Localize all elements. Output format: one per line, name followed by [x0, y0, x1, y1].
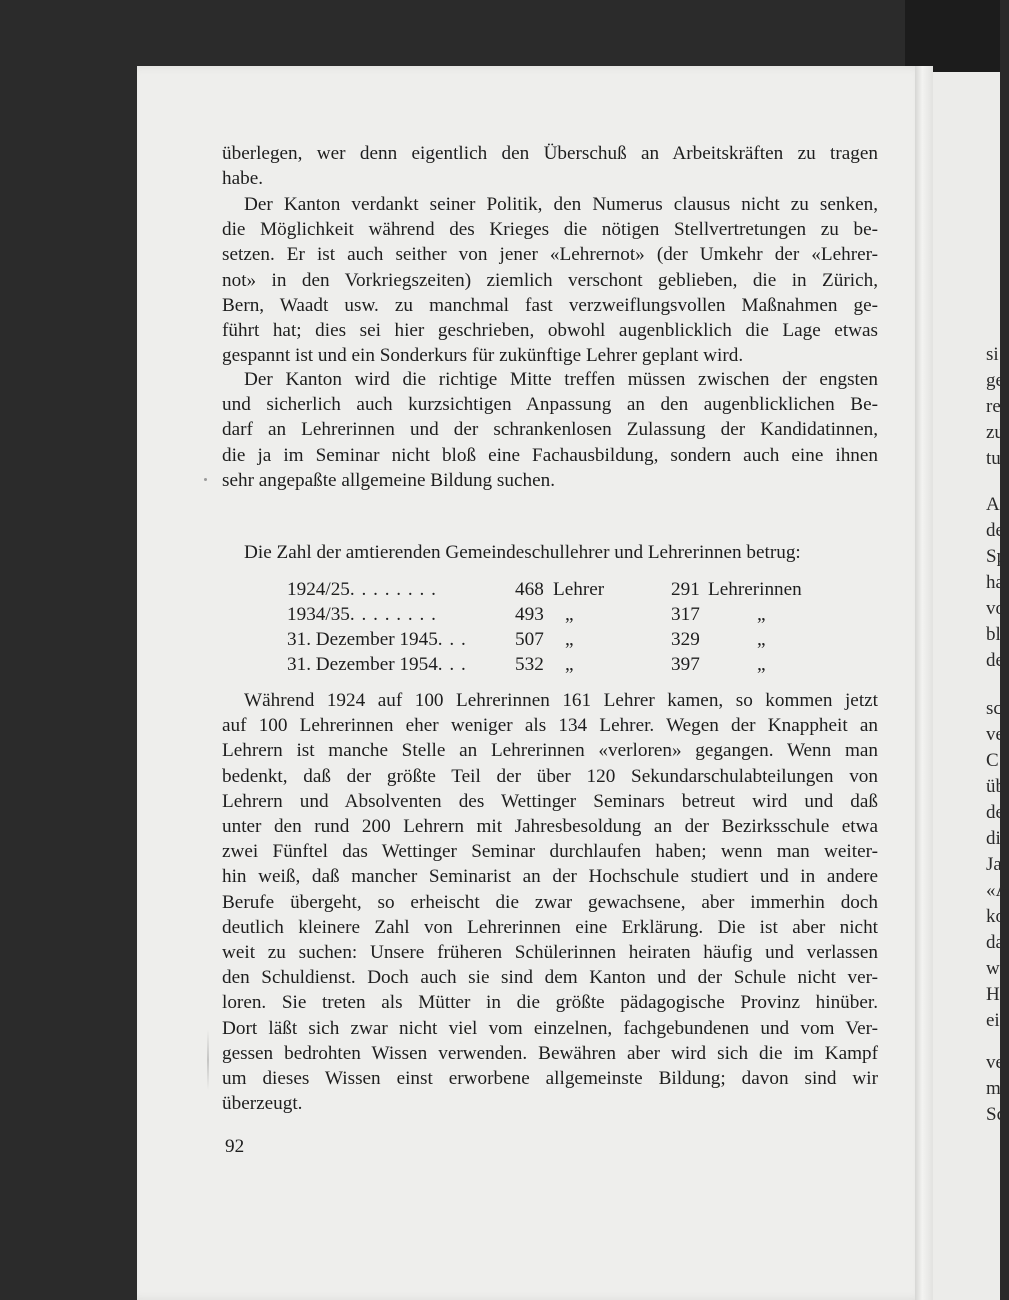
- text-line: auf 100 Lehrerinnen eher weniger als 134 Lehrer. Wegen der Knappheit an: [222, 715, 878, 737]
- text-line: Der Kanton verdankt seiner Politik, den Numerus clausus nicht zu senken,: [244, 194, 878, 215]
- text-line: Dort läßt sich zwar nicht viel vom einzelnen, fachgebundenen und vom Ver-: [222, 1017, 878, 1039]
- text-line: deutlich kleinere Zahl von Lehrerinnen eine Erklärung. Die ist aber nicht: [222, 916, 878, 938]
- table-row: [287, 627, 467, 652]
- text-line: Lehrern und Absolventen des Wettinger Seminars betreut wird und daß: [222, 790, 878, 812]
- row-teachers-label: „: [565, 654, 574, 675]
- row-date: 31. Dezember 1954: [287, 654, 438, 675]
- paragraph-1: [222, 141, 878, 191]
- text-line: unter den rund 200 Lehrern mit Jahresbesoldung an der Bezirksschule etwa: [222, 816, 878, 838]
- text-line: gespannt ist und ein Sonderkurs für zukünftige Lehrer geplant wird.: [222, 345, 744, 367]
- text-line: die Möglichkeit während des Krieges die nötigen Stellvertretungen zu be-: [222, 219, 878, 241]
- facing-page-fragment: vo: [986, 598, 1005, 619]
- row-leader-dots: . . . . . . . .: [349, 604, 437, 625]
- facing-page-fragment: C: [986, 750, 999, 771]
- row-leader-dots: . . .: [437, 654, 467, 675]
- facing-page-fragment: de: [986, 650, 1004, 671]
- row-date: 1934/35: [287, 604, 350, 625]
- row-teachers-label: Lehrer: [553, 579, 605, 600]
- text-line: loren. Sie treten als Mütter in die größte pädagogische Provinz hinüber.: [222, 992, 878, 1014]
- row-female: 397: [671, 654, 700, 675]
- facing-page-fragment: w: [986, 958, 1000, 979]
- text-line: den Schuldienst. Doch auch sie sind dem Kanton und der Schule nicht ver-: [222, 967, 878, 989]
- facing-page-fragment: si: [986, 344, 999, 365]
- text-line: Der Kanton wird die richtige Mitte treffen müssen zwischen der engsten: [244, 369, 878, 390]
- text-line: setzen. Er ist auch seither von jener «Lehrernot» (der Umkehr der «Lehrer-: [222, 244, 878, 266]
- facing-page-fragment: «A: [986, 880, 1009, 901]
- margin-mark: [204, 478, 207, 481]
- facing-page-fragment: ve: [986, 724, 1004, 745]
- row-teachers-label: „: [565, 629, 574, 650]
- facing-page-fragment: sc: [986, 698, 1002, 719]
- row-female-label: Lehrerinnen: [708, 579, 802, 600]
- text-line: Bern, Waadt usw. zu manchmal fast verzweiflungsvollen Maßnahmen ge-: [222, 294, 878, 316]
- row-female: 291: [671, 579, 700, 600]
- row-female: 329: [671, 629, 700, 650]
- table-intro: Die Zahl der amtierenden Gemeindeschullehrer und Lehrerinnen betrug:: [244, 542, 801, 563]
- text-line: führt hat; dies sei hier geschrieben, obwohl augenblicklich die Lage etwas: [222, 320, 878, 342]
- book-gutter: [915, 66, 933, 1300]
- row-leader-dots: . . .: [437, 629, 467, 650]
- facing-page-fragment: ko: [986, 906, 1005, 927]
- row-female-label: „: [757, 629, 766, 650]
- row-teachers: 507: [515, 629, 544, 650]
- text-line: Während 1924 auf 100 Lehrerinnen 161 Lehrer kamen, so kommen jetzt: [244, 690, 878, 711]
- facing-page-fragment: ve: [986, 1052, 1004, 1073]
- text-line: weit zu suchen: Unsere früheren Schülerinnen heiraten häufig und verlassen: [222, 942, 878, 964]
- text-line: not» in den Vorkriegszeiten) ziemlich verschont geblieben, die in Zürich,: [222, 269, 878, 291]
- facing-page-fragment: Sc: [986, 1104, 1005, 1125]
- text-line: und sicherlich auch kurzsichtigen Anpassung an den augenblicklichen Be-: [222, 394, 878, 416]
- row-teachers: 493: [515, 604, 544, 625]
- facing-page-fragment: Ja: [986, 854, 1002, 875]
- pencil-margin-line: [207, 1030, 209, 1090]
- facing-page-fragment: ge: [986, 370, 1004, 391]
- table-row: [287, 602, 437, 627]
- text-line: die ja im Seminar nicht bloß eine Fachausbildung, sondern auch eine ihnen: [222, 444, 878, 466]
- text-line: Berufe übergeht, so erheischt die zwar gewachsene, aber immerhin doch: [222, 891, 878, 913]
- text-line: überzeugt.: [222, 1093, 303, 1115]
- paragraph-2: [222, 192, 878, 368]
- facing-page-fragment: de: [986, 520, 1004, 541]
- page-number: 92: [225, 1136, 245, 1157]
- text-line: zwei Fünftel das Wettinger Seminar durchlaufen haben; wenn man weiter-: [222, 841, 878, 863]
- text-line: Lehrern ist manche Stelle an Lehrerinnen «verloren» gegangen. Wenn man: [222, 740, 878, 762]
- facing-page-fragment: ei: [986, 1010, 1000, 1031]
- row-date: 31. Dezember 1945: [287, 629, 438, 650]
- facing-page-fragment: zu: [986, 422, 1004, 443]
- facing-page-fragment: tu: [986, 448, 1001, 469]
- row-teachers-label: „: [565, 604, 574, 625]
- facing-page-fragment: A: [986, 494, 1000, 515]
- row-teachers: 468: [515, 579, 544, 600]
- row-date: 1924/25: [287, 579, 350, 600]
- text-line: gessen bedrohten Wissen verwenden. Bewähren aber wird sich die im Kampf: [222, 1042, 878, 1064]
- row-teachers: 532: [515, 654, 544, 675]
- row-female-label: „: [757, 604, 766, 625]
- row-leader-dots: . . . . . . . .: [349, 579, 437, 600]
- text-line: überlegen, wer denn eigentlich den Überschuß an Arbeitskräften zu tragen: [222, 143, 878, 164]
- facing-page-fragment: H: [986, 984, 1000, 1005]
- facing-page-fragment: di: [986, 828, 1001, 849]
- table-row: [287, 652, 467, 677]
- facing-page-fragment: m: [986, 1078, 1001, 1099]
- row-female: 317: [671, 604, 700, 625]
- text-line: sehr angepaßte allgemeine Bildung suchen.: [222, 469, 556, 491]
- facing-page-fragment: da: [986, 932, 1004, 953]
- facing-page-fragment: bl: [986, 624, 1001, 645]
- facing-page-fragment: re: [986, 396, 1001, 417]
- row-female-label: „: [757, 654, 766, 675]
- text-line: um dieses Wissen einst erworbene allgemeinste Bildung; davon sind wir: [222, 1068, 878, 1090]
- facing-page-fragment: Sp: [986, 546, 1007, 567]
- table-row: [287, 577, 437, 602]
- paragraph-3: [222, 367, 878, 493]
- text-line: habe.: [222, 168, 264, 190]
- text-line: hin weiß, daß mancher Seminarist an der Hochschule studiert und in andere: [222, 866, 878, 888]
- text-line: darf an Lehrerinnen und der schrankenlosen Zulassung der Kandidatinnen,: [222, 419, 878, 441]
- text-line: bedenkt, daß der größte Teil der über 120 Sekundarschulabteilungen von: [222, 765, 878, 787]
- facing-page-fragment: ha: [986, 572, 1004, 593]
- paragraph-4: [222, 688, 878, 1116]
- facing-page-fragment: üb: [986, 776, 1005, 797]
- facing-page-fragment: de: [986, 802, 1004, 823]
